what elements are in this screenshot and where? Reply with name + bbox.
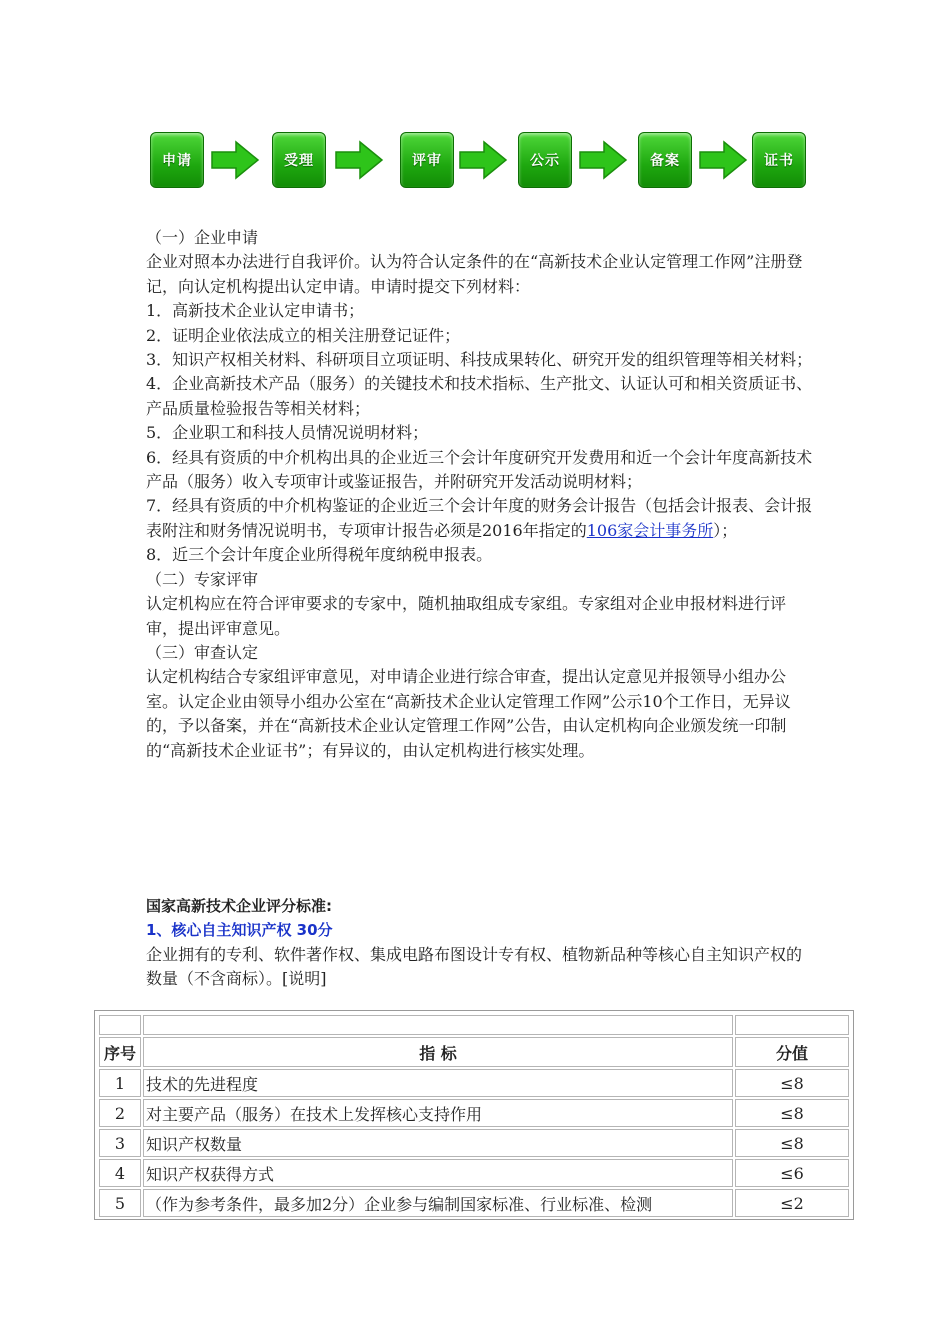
section1-heading: （一）企业申请 <box>146 228 259 247</box>
row-indicator: （作为参考条件，最多加2分）企业参与编制国家标准、行业标准、检测 <box>143 1189 733 1217</box>
arrow-icon <box>458 140 508 180</box>
section2-body: 认定机构应在符合评审要求的专家中，随机抽取组成专家组。专家组对企业申报材料进行评审，提出评审意见。 <box>146 594 787 638</box>
step-apply: 申请 <box>150 132 204 188</box>
table-row <box>99 1159 849 1187</box>
item7-text: 7．经具有资质的中介机构鉴证的企业近三个会计年度的财务会计报告（包括会计报表、会计报表附注和财务情况说明书，专项审计报告必须是2016年指定的 <box>146 496 813 540</box>
section1-intro: 企业对照本办法进行自我评价。认为符合认定条件的在“高新技术企业认定管理工作网”注册登记，向认定机构提出认定申请。申请时提交下列材料： <box>146 252 803 296</box>
row-score: ≤8 <box>735 1069 849 1097</box>
table-row <box>99 1129 849 1157</box>
arrow-icon <box>210 140 260 180</box>
row-no: 5 <box>99 1189 141 1217</box>
row-score: ≤6 <box>735 1159 849 1187</box>
col-score: 分值 <box>735 1037 849 1067</box>
standards-subtitle: 1、核心自主知识产权 30分 <box>146 921 333 940</box>
list-item: 2．证明企业依法成立的相关注册登记证件； <box>146 325 461 345</box>
table-row <box>99 1069 849 1097</box>
table-row <box>99 1189 849 1217</box>
standards-title: 国家高新技术企业评分标准: <box>146 897 332 915</box>
list-item: 3．知识产权相关材料、科研项目立项证明、科技成果转化、研究开发的组织管理等相关材料； <box>146 350 813 370</box>
item7-end: ）； <box>713 520 738 540</box>
row-no: 1 <box>99 1069 141 1097</box>
row-score: ≤8 <box>735 1099 849 1127</box>
list-item: 8．近三个会计年度企业所得税年度纳税申报表。 <box>146 545 493 565</box>
list-item: 4．企业高新技术产品（服务）的关键技术和技术指标、生产批文、认证认可和相关资质证书、产品质量检验报告等相关材料； <box>146 374 813 418</box>
arrow-icon <box>334 140 384 180</box>
accounting-firms-link[interactable]: 106家会计事务所 <box>586 520 714 540</box>
process-flow <box>148 132 808 190</box>
standards-desc: 企业拥有的专利、软件著作权、集成电路布图设计专有权、植物新品种等核心自主知识产权的数量（不含商标）。[说明] <box>146 944 803 989</box>
col-no: 序号 <box>99 1037 141 1067</box>
step-accept: 受理 <box>272 132 326 188</box>
section3-heading: （三）审查认定 <box>146 642 259 662</box>
table-row <box>99 1099 849 1127</box>
row-indicator: 技术的先进程度 <box>143 1069 733 1097</box>
section2-heading: （二）专家评审 <box>146 569 259 589</box>
row-no: 2 <box>99 1099 141 1127</box>
row-no: 3 <box>99 1129 141 1157</box>
row-indicator: 知识产权获得方式 <box>143 1159 733 1187</box>
row-indicator: 知识产权数量 <box>143 1129 733 1157</box>
step-certificate: 证书 <box>752 132 806 188</box>
arrow-icon <box>698 140 748 180</box>
step-record: 备案 <box>638 132 692 188</box>
step-publicize: 公示 <box>518 132 572 188</box>
table-header <box>99 1037 849 1067</box>
list-item <box>146 494 816 543</box>
step-review: 评审 <box>400 132 454 188</box>
score-table <box>94 1010 854 1220</box>
arrow-icon <box>578 140 628 180</box>
standards-block <box>146 894 816 992</box>
col-indicator: 指 标 <box>143 1037 733 1067</box>
section3-body: 认定机构结合专家组评审意见，对申请企业进行综合审查，提出认定意见并报领导小组办公室。认定企业由领导小组办公室在“高新技术企业认定管理工作网”公示10个工作日，无异议的，予以备案，并在“高新技术企业认定管理工作网”公告，由认定机构向企业颁发统一印制的“高新技术企业证书”；有异议的，由认定机构进行核实处理。 <box>146 667 791 760</box>
document-body <box>146 226 816 763</box>
row-score: ≤8 <box>735 1129 849 1157</box>
row-no: 4 <box>99 1159 141 1187</box>
list-item: 1．高新技术企业认定申请书； <box>146 301 365 321</box>
row-score: ≤2 <box>735 1189 849 1217</box>
list-item: 6．经具有资质的中介机构出具的企业近三个会计年度研究开发费用和近一个会计年度高新技术产品（服务）收入专项审计或鉴证报告，并附研究开发活动说明材料； <box>146 447 813 492</box>
row-indicator: 对主要产品（服务）在技术上发挥核心支持作用 <box>143 1099 733 1127</box>
list-item: 5．企业职工和科技人员情况说明材料； <box>146 423 429 443</box>
